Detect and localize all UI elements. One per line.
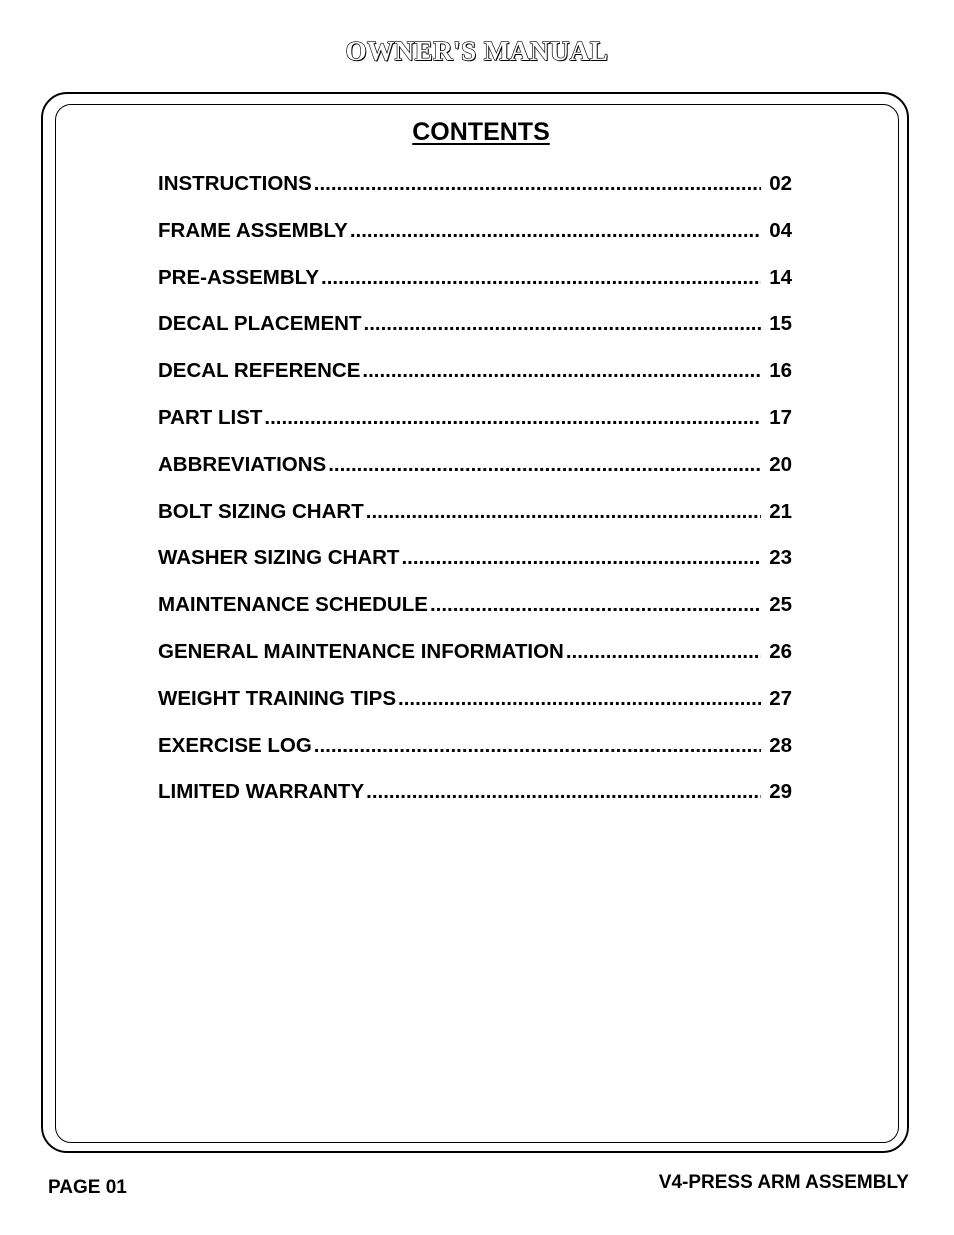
toc-entry-general-maintenance-information (158, 640, 792, 687)
toc-entry-page: 28 (769, 733, 792, 757)
toc-dot-leader (566, 640, 761, 664)
toc-entry-bolt-sizing-chart (158, 500, 792, 547)
toc-dot-leader (401, 546, 761, 570)
toc-entry-label: PART LIST (158, 405, 263, 429)
toc-dot-leader (314, 172, 761, 196)
toc-dot-leader (398, 687, 761, 711)
toc-dot-leader (321, 266, 761, 290)
toc-entry-instructions (158, 172, 792, 219)
table-of-contents (158, 172, 792, 827)
page-number: PAGE 01 (48, 1177, 127, 1198)
toc-entry-part-list (158, 406, 792, 453)
toc-entry-exercise-log (158, 734, 792, 781)
toc-entry-label: PRE-ASSEMBLY (158, 265, 319, 289)
toc-entry-page: 17 (769, 405, 792, 429)
toc-entry-page: 25 (769, 593, 792, 617)
toc-dot-leader (362, 359, 761, 383)
toc-entry-decal-placement (158, 312, 792, 359)
toc-entry-label: FRAME ASSEMBLY (158, 218, 348, 242)
contents-heading: CONTENTS (412, 118, 550, 146)
toc-entry-label: LIMITED WARRANTY (158, 780, 365, 804)
toc-entry-page: 21 (769, 499, 792, 523)
toc-entry-page: 04 (769, 218, 792, 242)
toc-entry-abbreviations (158, 453, 792, 500)
toc-dot-leader (350, 219, 761, 243)
toc-entry-limited-warranty (158, 780, 792, 827)
toc-entry-page: 27 (769, 686, 792, 710)
toc-dot-leader (264, 406, 761, 430)
toc-dot-leader (366, 500, 761, 524)
toc-entry-label: EXERCISE LOG (158, 733, 312, 757)
toc-entry-page: 23 (769, 546, 792, 570)
toc-entry-label: MAINTENANCE SCHEDULE (158, 593, 428, 617)
toc-entry-label: DECAL REFERENCE (158, 359, 361, 383)
toc-entry-page: 26 (769, 639, 792, 663)
toc-dot-leader (430, 593, 761, 617)
toc-entry-page: 15 (769, 312, 792, 336)
toc-entry-label: ABBREVIATIONS (158, 452, 327, 476)
toc-entry-label: DECAL PLACEMENT (158, 312, 362, 336)
toc-dot-leader (314, 734, 761, 758)
toc-entry-label: BOLT SIZING CHART (158, 499, 364, 523)
toc-entry-label: WEIGHT TRAINING TIPS (158, 686, 397, 710)
manual-title: OWNER'S MANUAL (345, 36, 609, 66)
product-name: V4-PRESS ARM ASSEMBLY (658, 1172, 909, 1193)
toc-entry-page: 20 (769, 452, 792, 476)
toc-entry-washer-sizing-chart (158, 546, 792, 593)
toc-entry-label: GENERAL MAINTENANCE INFORMATION (158, 639, 564, 663)
toc-entry-frame-assembly (158, 219, 792, 266)
toc-entry-label: WASHER SIZING CHART (158, 546, 400, 570)
toc-entry-page: 02 (769, 172, 792, 195)
toc-entry-label: INSTRUCTIONS (158, 172, 312, 195)
toc-entry-decal-reference (158, 359, 792, 406)
toc-entry-weight-training-tips (158, 687, 792, 734)
toc-entry-page: 14 (769, 265, 792, 289)
toc-dot-leader (366, 780, 761, 804)
toc-dot-leader (364, 312, 762, 336)
toc-entry-pre-assembly (158, 266, 792, 313)
toc-dot-leader (328, 453, 761, 477)
toc-entry-page: 16 (769, 359, 792, 383)
toc-entry-page: 29 (769, 780, 792, 804)
toc-entry-maintenance-schedule (158, 593, 792, 640)
